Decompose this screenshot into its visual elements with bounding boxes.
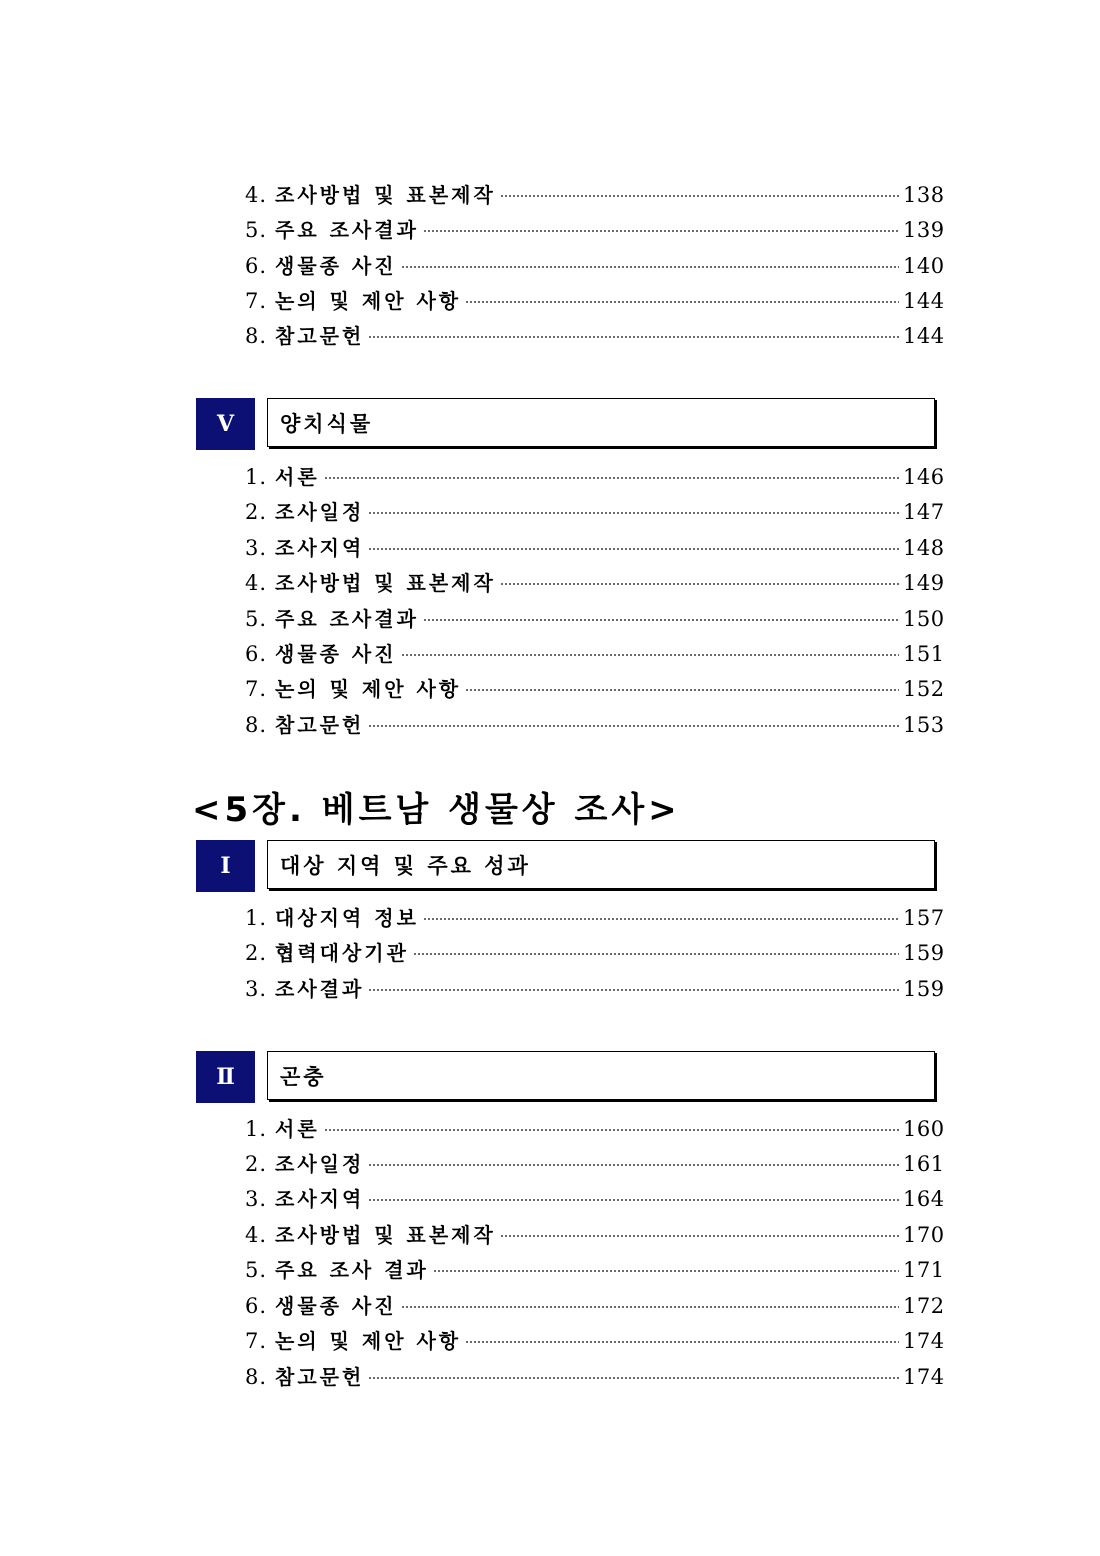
entry-number: 7. (245, 1329, 268, 1353)
entry-number: 1. (245, 1117, 268, 1141)
entry-title: 조사방법 및 표본제작 (275, 1223, 496, 1247)
dot-leader (401, 654, 899, 656)
entry-title: 참고문헌 (275, 713, 365, 737)
toc-entry[interactable] (245, 180, 943, 210)
entry-number: 4. (245, 183, 268, 207)
entry-page: 174 (903, 1329, 945, 1353)
toc-entry[interactable] (245, 215, 943, 245)
toc-entry[interactable] (245, 710, 943, 740)
toc-entry[interactable] (245, 1326, 943, 1356)
toc-entry[interactable] (245, 1362, 943, 1392)
dot-leader (500, 1235, 899, 1237)
entry-number: 2. (245, 1152, 268, 1176)
section-title: 양치식물 (267, 398, 935, 447)
entry-title: 조사지역 (275, 536, 365, 560)
entry-page: 152 (903, 677, 945, 701)
entry-number: 5. (245, 218, 268, 242)
entry-number: 8. (245, 713, 268, 737)
toc-entry[interactable] (245, 497, 943, 527)
dot-leader (368, 1377, 899, 1379)
entry-page: 144 (903, 289, 945, 313)
entry-title: 참고문헌 (275, 1365, 365, 1389)
toc-entry[interactable] (245, 1184, 943, 1214)
toc-entry[interactable] (245, 903, 943, 933)
entry-number: 7. (245, 677, 268, 701)
toc-entry[interactable] (245, 286, 943, 316)
entry-number: 7. (245, 289, 268, 313)
entry-number: 1. (245, 465, 268, 489)
toc-entry[interactable] (245, 1291, 943, 1321)
entry-number: 4. (245, 571, 268, 595)
toc-entry[interactable] (245, 1114, 943, 1144)
section-number-badge: Ⅰ (196, 840, 255, 892)
entry-page: 147 (903, 500, 945, 524)
entry-page: 159 (903, 941, 945, 965)
entry-number: 5. (245, 1258, 268, 1282)
entry-number: 3. (245, 536, 268, 560)
toc-entry[interactable] (245, 568, 943, 598)
entry-page: 138 (903, 183, 945, 207)
entry-number: 6. (245, 1294, 268, 1318)
dot-leader (324, 477, 899, 479)
entry-number: 8. (245, 1365, 268, 1389)
toc-entry[interactable] (245, 674, 943, 704)
entry-title: 대상지역 정보 (275, 906, 419, 930)
dot-leader (433, 1270, 899, 1272)
entry-title: 조사결과 (275, 977, 365, 1001)
dot-leader (423, 230, 899, 232)
section-title: 곤충 (267, 1051, 935, 1100)
entry-number: 8. (245, 324, 268, 348)
dot-leader (368, 512, 899, 514)
entry-number: 6. (245, 642, 268, 666)
dot-leader (368, 725, 899, 727)
dot-leader (465, 1341, 899, 1343)
entry-page: 144 (903, 324, 945, 348)
dot-leader (368, 548, 899, 550)
entry-title: 생물종 사진 (275, 1294, 397, 1318)
entry-page: 160 (903, 1117, 945, 1141)
entry-number: 2. (245, 500, 268, 524)
entry-title: 조사방법 및 표본제작 (275, 183, 496, 207)
chapter-heading: <5장. 베트남 생물상 조사> (192, 790, 681, 830)
entry-page: 171 (903, 1258, 945, 1282)
entry-page: 148 (903, 536, 945, 560)
entry-title: 참고문헌 (275, 324, 365, 348)
entry-number: 3. (245, 977, 268, 1001)
toc-entry[interactable] (245, 321, 943, 351)
entry-title: 조사방법 및 표본제작 (275, 571, 496, 595)
entry-page: 139 (903, 218, 945, 242)
entry-title: 주요 조사결과 (275, 218, 419, 242)
dot-leader (368, 1199, 899, 1201)
entry-number: 4. (245, 1223, 268, 1247)
dot-leader (401, 266, 899, 268)
toc-entry[interactable] (245, 604, 943, 634)
dot-leader (465, 301, 899, 303)
dot-leader (401, 1306, 899, 1308)
entry-title: 주요 조사결과 (275, 607, 419, 631)
entry-title: 생물종 사진 (275, 642, 397, 666)
entry-page: 150 (903, 607, 945, 631)
entry-title: 조사일정 (275, 1152, 365, 1176)
entry-page: 140 (903, 254, 945, 278)
entry-number: 5. (245, 607, 268, 631)
entry-title: 생물종 사진 (275, 254, 397, 278)
toc-entry[interactable] (245, 938, 943, 968)
dot-leader (423, 619, 899, 621)
section-header-ii (196, 1051, 938, 1103)
entry-title: 서론 (275, 1117, 320, 1141)
dot-leader (368, 1164, 899, 1166)
dot-leader (465, 689, 899, 691)
entry-title: 조사지역 (275, 1187, 365, 1211)
entry-page: 149 (903, 571, 945, 595)
toc-entry[interactable] (245, 251, 943, 281)
entry-page: 161 (903, 1152, 945, 1176)
dot-leader (368, 989, 899, 991)
section-title: 대상 지역 및 주요 성과 (267, 840, 935, 889)
dot-leader (413, 953, 899, 955)
entry-number: 2. (245, 941, 268, 965)
dot-leader (500, 583, 899, 585)
toc-entry[interactable] (245, 533, 943, 563)
toc-entry[interactable] (245, 639, 943, 669)
section-number-badge: Ⅱ (196, 1051, 255, 1103)
dot-leader (423, 918, 899, 920)
entry-page: 157 (903, 906, 945, 930)
entry-page: 151 (903, 642, 945, 666)
dot-leader (368, 336, 899, 338)
toc-entry[interactable] (245, 1255, 943, 1285)
section-header-i (196, 840, 938, 892)
entry-page: 172 (903, 1294, 945, 1318)
entry-title: 서론 (275, 465, 320, 489)
entry-page: 170 (903, 1223, 945, 1247)
entry-title: 주요 조사 결과 (275, 1258, 429, 1282)
entry-page: 164 (903, 1187, 945, 1211)
entry-number: 6. (245, 254, 268, 278)
entry-title: 조사일정 (275, 500, 365, 524)
dot-leader (500, 195, 899, 197)
toc-entry[interactable] (245, 462, 943, 492)
entry-page: 159 (903, 977, 945, 1001)
entry-title: 논의 및 제안 사항 (275, 1329, 462, 1353)
entry-title: 논의 및 제안 사항 (275, 289, 462, 313)
entry-title: 협력대상기관 (275, 941, 409, 965)
toc-entry[interactable] (245, 974, 943, 1004)
section-number-badge: Ⅴ (196, 398, 255, 450)
entry-number: 1. (245, 906, 268, 930)
entry-page: 174 (903, 1365, 945, 1389)
toc-entry[interactable] (245, 1220, 943, 1250)
section-header-v (196, 398, 938, 450)
dot-leader (324, 1129, 899, 1131)
entry-title: 논의 및 제안 사항 (275, 677, 462, 701)
entry-page: 153 (903, 713, 945, 737)
entry-page: 146 (903, 465, 945, 489)
entry-number: 3. (245, 1187, 268, 1211)
toc-entry[interactable] (245, 1149, 943, 1179)
